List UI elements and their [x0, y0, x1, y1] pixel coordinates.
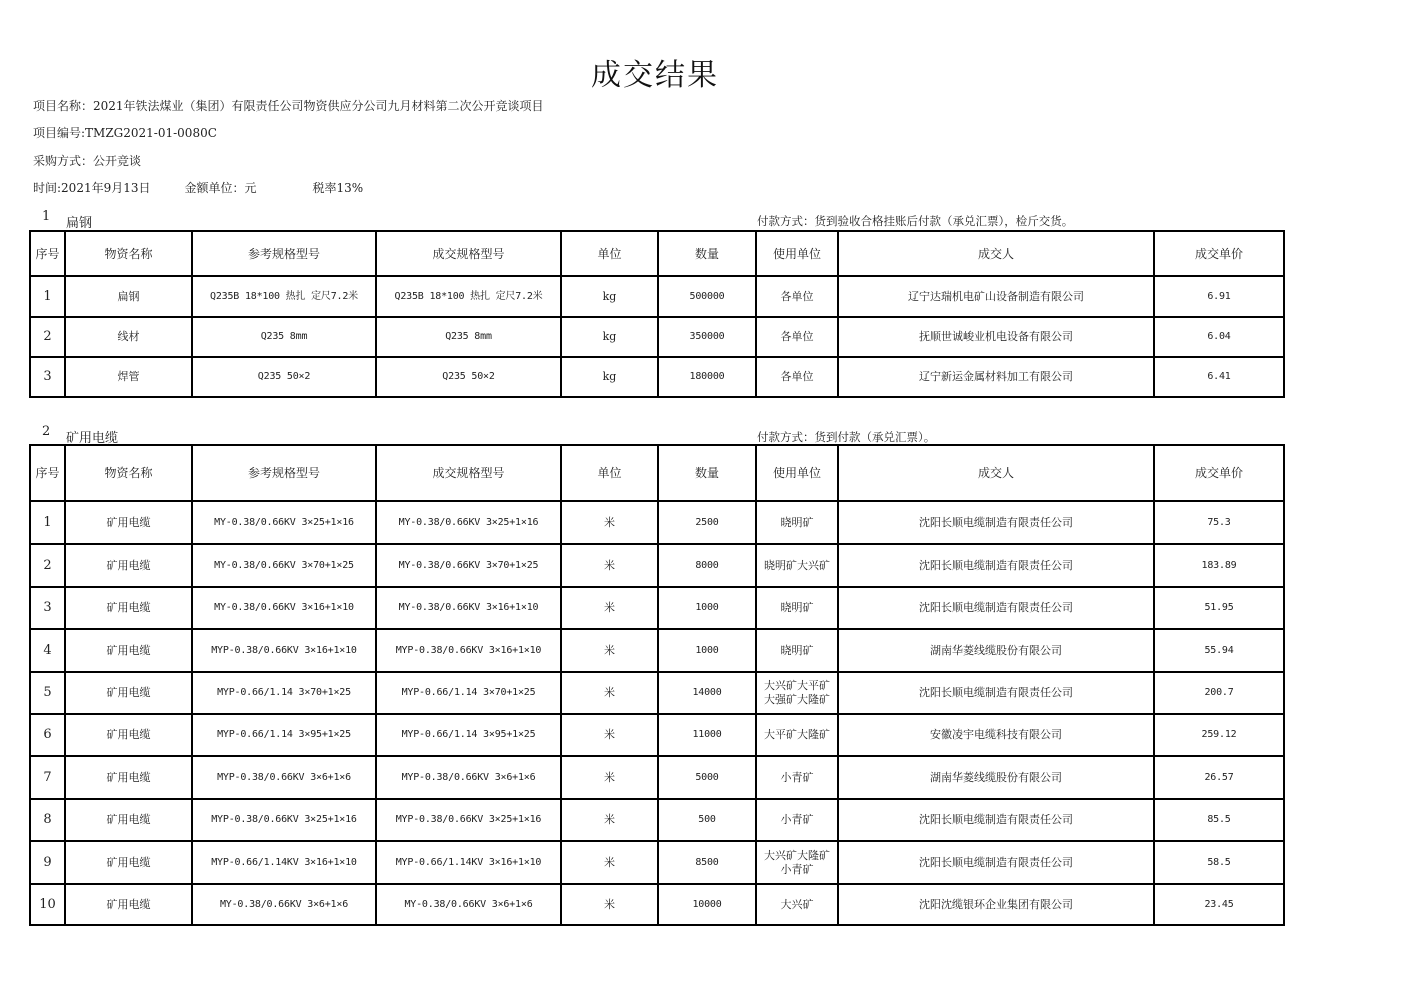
- using-unit: [756, 672, 838, 714]
- row-index: 4: [30, 629, 65, 672]
- quantity: 5000: [658, 756, 756, 799]
- winner: 安徽凌宇电缆科技有限公司: [838, 714, 1154, 756]
- deal-spec: MYP-0.66/1.14 3×70+1×25: [376, 672, 561, 714]
- using-unit: 大平矿大隆矿: [756, 714, 838, 756]
- quantity: 11000: [658, 714, 756, 756]
- table-row: [30, 544, 1284, 587]
- row-index: 3: [30, 587, 65, 629]
- meta-time: 时间:2021年9月13日: [33, 181, 151, 195]
- item-name: 矿用电缆: [65, 501, 192, 544]
- unit-price: 51.95: [1154, 587, 1284, 629]
- table-row: [30, 884, 1284, 925]
- unit-price: 58.5: [1154, 841, 1284, 884]
- results-table: [29, 444, 1285, 926]
- ref-spec: MYP-0.38/0.66KV 3×6+1×6: [192, 756, 376, 799]
- ref-spec: MYP-0.38/0.66KV 3×16+1×10: [192, 629, 376, 672]
- deal-spec: MY-0.38/0.66KV 3×16+1×10: [376, 587, 561, 629]
- meta-tax-rate: 税率13%: [312, 181, 364, 195]
- header-cell: 物资名称: [65, 445, 192, 501]
- row-index: 2: [30, 317, 65, 357]
- winner: 辽宁达瑞机电矿山设备制造有限公司: [838, 276, 1154, 317]
- deal-spec: MYP-0.66/1.14KV 3×16+1×10: [376, 841, 561, 884]
- winner: 沈阳长顺电缆制造有限责任公司: [838, 501, 1154, 544]
- header-cell: 参考规格型号: [192, 445, 376, 501]
- row-index: 1: [30, 276, 65, 317]
- payment-terms: 付款方式：货到付款（承兑汇票）。: [757, 430, 936, 444]
- deal-spec: MYP-0.38/0.66KV 3×6+1×6: [376, 756, 561, 799]
- item-name: 矿用电缆: [65, 714, 192, 756]
- table-row: [30, 357, 1284, 397]
- unit-price: 6.04: [1154, 317, 1284, 357]
- unit: 米: [561, 672, 658, 714]
- table-row: [30, 841, 1284, 884]
- quantity: 10000: [658, 884, 756, 925]
- row-index: 1: [30, 501, 65, 544]
- unit: 米: [561, 884, 658, 925]
- table-row: [30, 756, 1284, 799]
- table-header-row: [30, 231, 1284, 276]
- unit-price: 183.89: [1154, 544, 1284, 587]
- unit: 米: [561, 841, 658, 884]
- unit: 米: [561, 501, 658, 544]
- unit: kg: [561, 317, 658, 357]
- table-row: [30, 501, 1284, 544]
- deal-spec: Q235 50×2: [376, 357, 561, 397]
- unit-price: 23.45: [1154, 884, 1284, 925]
- row-index: 8: [30, 799, 65, 841]
- using-unit: 各单位: [756, 357, 838, 397]
- item-name: 矿用电缆: [65, 629, 192, 672]
- row-index: 6: [30, 714, 65, 756]
- item-name: 扁钢: [65, 276, 192, 317]
- quantity: 500000: [658, 276, 756, 317]
- row-index: 5: [30, 672, 65, 714]
- quantity: 180000: [658, 357, 756, 397]
- using-unit-line: 大兴矿大平矿: [764, 679, 830, 692]
- using-unit: 小青矿: [756, 756, 838, 799]
- unit-price: 6.41: [1154, 357, 1284, 397]
- unit-price: 85.5: [1154, 799, 1284, 841]
- table-row: [30, 672, 1284, 714]
- meta-currency: 金额单位：元: [184, 181, 257, 195]
- ref-spec: MYP-0.66/1.14 3×70+1×25: [192, 672, 376, 714]
- using-unit: 大兴矿: [756, 884, 838, 925]
- ref-spec: MYP-0.66/1.14 3×95+1×25: [192, 714, 376, 756]
- quantity: 350000: [658, 317, 756, 357]
- header-cell: 序号: [30, 231, 65, 276]
- winner: 湖南华菱线缆股份有限公司: [838, 629, 1154, 672]
- unit: 米: [561, 799, 658, 841]
- item-name: 矿用电缆: [65, 756, 192, 799]
- header-cell: 成交人: [838, 445, 1154, 501]
- table-row: [30, 317, 1284, 357]
- item-name: 矿用电缆: [65, 884, 192, 925]
- section-name: 矿用电缆: [66, 431, 119, 446]
- ref-spec: Q235 8mm: [192, 317, 376, 357]
- winner: 辽宁新运金属材料加工有限公司: [838, 357, 1154, 397]
- using-unit: 各单位: [756, 276, 838, 317]
- header-cell: 单位: [561, 231, 658, 276]
- quantity: 1000: [658, 629, 756, 672]
- meta-line: [33, 179, 363, 196]
- using-unit: 晓明矿大兴矿: [756, 544, 838, 587]
- deal-spec: MYP-0.66/1.14 3×95+1×25: [376, 714, 561, 756]
- header-cell: 参考规格型号: [192, 231, 376, 276]
- item-name: 焊管: [65, 357, 192, 397]
- quantity: 1000: [658, 587, 756, 629]
- quantity: 2500: [658, 501, 756, 544]
- unit: 米: [561, 544, 658, 587]
- item-name: 矿用电缆: [65, 841, 192, 884]
- page-title: 成交结果: [591, 58, 719, 93]
- table-row: [30, 276, 1284, 317]
- row-index: 2: [30, 544, 65, 587]
- section-number: 1: [42, 209, 51, 224]
- quantity: 8000: [658, 544, 756, 587]
- row-index: 10: [30, 884, 65, 925]
- quantity: 14000: [658, 672, 756, 714]
- using-unit: [756, 841, 838, 884]
- ref-spec: MY-0.38/0.66KV 3×6+1×6: [192, 884, 376, 925]
- winner: 沈阳长顺电缆制造有限责任公司: [838, 799, 1154, 841]
- unit: 米: [561, 756, 658, 799]
- winner: 沈阳长顺电缆制造有限责任公司: [838, 544, 1154, 587]
- header-cell: 成交单价: [1154, 445, 1284, 501]
- project-name: 项目名称：2021年铁法煤业（集团）有限责任公司物资供应分公司九月材料第二次公开竞谈项目: [33, 99, 544, 113]
- winner: 沈阳长顺电缆制造有限责任公司: [838, 672, 1154, 714]
- ref-spec: MY-0.38/0.66KV 3×16+1×10: [192, 587, 376, 629]
- winner: 沈阳沈缆银环企业集团有限公司: [838, 884, 1154, 925]
- header-cell: 成交单价: [1154, 231, 1284, 276]
- header-cell: 成交规格型号: [376, 445, 561, 501]
- table-header-row: [30, 445, 1284, 501]
- using-unit: 晓明矿: [756, 501, 838, 544]
- deal-spec: MY-0.38/0.66KV 3×25+1×16: [376, 501, 561, 544]
- row-index: 9: [30, 841, 65, 884]
- quantity: 500: [658, 799, 756, 841]
- using-unit-line: 小青矿: [780, 862, 814, 876]
- table-row: [30, 799, 1284, 841]
- section-name: 扁钢: [66, 216, 93, 231]
- deal-spec: MYP-0.38/0.66KV 3×16+1×10: [376, 629, 561, 672]
- unit-price: 259.12: [1154, 714, 1284, 756]
- unit-price: 200.7: [1154, 672, 1284, 714]
- purchase-method: 采购方式：公开竞谈: [33, 154, 142, 168]
- deal-spec: MY-0.38/0.66KV 3×6+1×6: [376, 884, 561, 925]
- header-cell: 物资名称: [65, 231, 192, 276]
- winner: 抚顺世诚峻业机电设备有限公司: [838, 317, 1154, 357]
- section-number: 2: [42, 424, 51, 439]
- header-cell: 数量: [658, 445, 756, 501]
- results-table: [29, 230, 1285, 398]
- using-unit: 各单位: [756, 317, 838, 357]
- using-unit: 晓明矿: [756, 587, 838, 629]
- quantity: 8500: [658, 841, 756, 884]
- unit: kg: [561, 276, 658, 317]
- winner: 沈阳长顺电缆制造有限责任公司: [838, 587, 1154, 629]
- header-cell: 成交规格型号: [376, 231, 561, 276]
- winner: 湖南华菱线缆股份有限公司: [838, 756, 1154, 799]
- header-cell: 单位: [561, 445, 658, 501]
- header-cell: 使用单位: [756, 445, 838, 501]
- ref-spec: MY-0.38/0.66KV 3×70+1×25: [192, 544, 376, 587]
- unit: kg: [561, 357, 658, 397]
- row-index: 3: [30, 357, 65, 397]
- using-unit: 小青矿: [756, 799, 838, 841]
- using-unit: 晓明矿: [756, 629, 838, 672]
- deal-spec: Q235 8mm: [376, 317, 561, 357]
- ref-spec: MY-0.38/0.66KV 3×25+1×16: [192, 501, 376, 544]
- item-name: 矿用电缆: [65, 544, 192, 587]
- table-row: [30, 587, 1284, 629]
- header-cell: 使用单位: [756, 231, 838, 276]
- unit-price: 75.3: [1154, 501, 1284, 544]
- header-cell: 序号: [30, 445, 65, 501]
- deal-spec: Q235B 18*100 热扎 定尺7.2米: [376, 276, 561, 317]
- unit-price: 55.94: [1154, 629, 1284, 672]
- unit: 米: [561, 587, 658, 629]
- using-unit-line: 大强矿大隆矿: [764, 693, 830, 706]
- header-cell: 数量: [658, 231, 756, 276]
- ref-spec: MYP-0.66/1.14KV 3×16+1×10: [192, 841, 376, 884]
- unit: 米: [561, 714, 658, 756]
- header-cell: 成交人: [838, 231, 1154, 276]
- item-name: 矿用电缆: [65, 587, 192, 629]
- unit: 米: [561, 629, 658, 672]
- ref-spec: Q235 50×2: [192, 357, 376, 397]
- ref-spec: Q235B 18*100 热扎 定尺7.2米: [192, 276, 376, 317]
- unit-price: 6.91: [1154, 276, 1284, 317]
- row-index: 7: [30, 756, 65, 799]
- using-unit-line: 大兴矿大隆矿: [764, 848, 830, 862]
- ref-spec: MYP-0.38/0.66KV 3×25+1×16: [192, 799, 376, 841]
- project-code: 项目编号:TMZG2021-01-0080C: [33, 126, 217, 140]
- winner: 沈阳长顺电缆制造有限责任公司: [838, 841, 1154, 884]
- table-row: [30, 714, 1284, 756]
- item-name: 矿用电缆: [65, 799, 192, 841]
- unit-price: 26.57: [1154, 756, 1284, 799]
- item-name: 线材: [65, 317, 192, 357]
- table-row: [30, 629, 1284, 672]
- item-name: 矿用电缆: [65, 672, 192, 714]
- deal-spec: MYP-0.38/0.66KV 3×25+1×16: [376, 799, 561, 841]
- deal-spec: MY-0.38/0.66KV 3×70+1×25: [376, 544, 561, 587]
- payment-terms: 付款方式：货到验收合格挂账后付款（承兑汇票），检斤交货。: [757, 214, 1074, 228]
